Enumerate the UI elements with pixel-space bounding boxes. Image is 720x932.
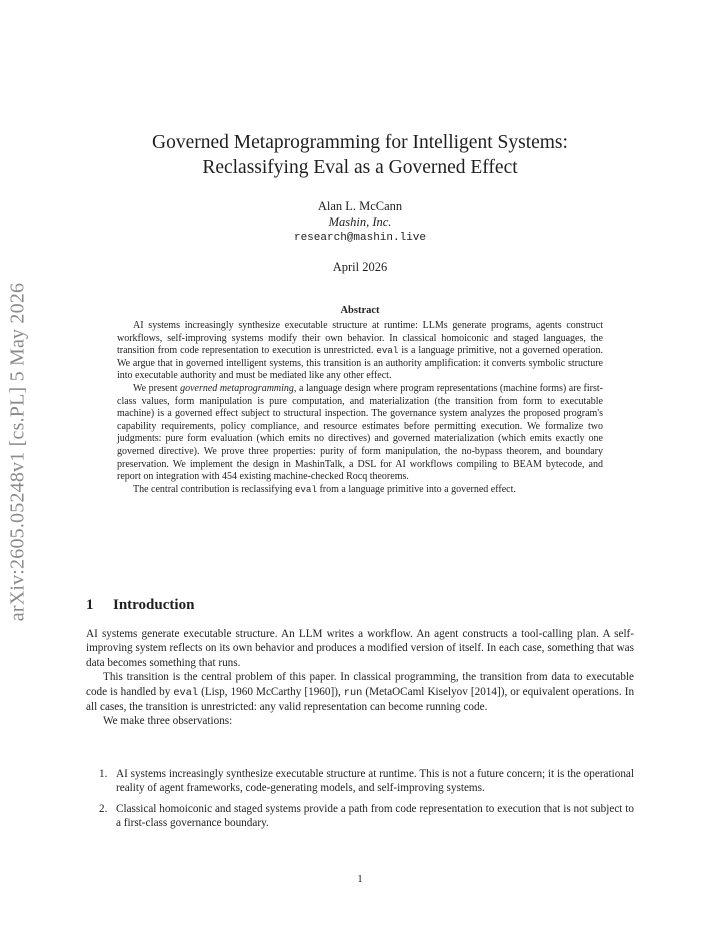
abstract-p3-text-a: The central contribution is reclassifying xyxy=(133,483,293,495)
intro-p2-text-a: This transition is the central problem of this paper. In classical programming, the transition from data to executable code is handled by xyxy=(86,671,634,698)
list-item-text: Classical homoiconic and staged systems provide a path from code representation to execution that is not subject to a first-class governance boundary. xyxy=(116,802,634,830)
abstract-p3-text-b: from a language primitive into a governed effect. xyxy=(319,483,516,495)
abstract-p1-text-b: is a language primitive, not a governed operation. We argue that in governed intelligent systems, this transition is an authority amplification: it converts symbolic structure into executable authority and must be mediated like any other effect. xyxy=(117,345,604,382)
introduction-body xyxy=(86,627,634,729)
abstract-p2-text-a: We present xyxy=(133,382,178,394)
author-name: Alan L. McCann xyxy=(317,199,403,213)
intro-p2-code-eval: eval xyxy=(173,686,199,699)
abstract-heading: Abstract xyxy=(340,305,380,316)
list-item-number: 2. xyxy=(99,802,108,815)
author-email: research@mashin.live xyxy=(293,232,427,244)
section-title: Introduction xyxy=(113,597,195,613)
abstract-body xyxy=(117,320,603,496)
section-heading-introduction xyxy=(86,597,194,614)
intro-p2-text-c: (MetaOCaml Kiselyov [2014]), or equivalent operations. In all cases, the transition is unrestricted: any valid representation can become running code. xyxy=(86,685,635,714)
intro-paragraph-1: AI systems generate executable structure. An LLM writes a workflow. An agent constructs a tool-calling plan. A self-improving system reflects on its own behavior and produces a modified version of itself. In each case, something that was data becomes something that runs. xyxy=(86,628,634,669)
abstract-paragraph-1 xyxy=(117,320,603,383)
abstract-paragraph-3 xyxy=(117,484,603,497)
section-number: 1 xyxy=(86,597,94,613)
list-item-text: AI systems increasingly synthesize executable structure at runtime. This is not a future concern; it is the operational reality of agent frameworks, code-generating models, and self-improving systems. xyxy=(116,768,634,795)
list-item xyxy=(86,802,634,831)
author-block xyxy=(0,198,720,246)
observations-list xyxy=(86,767,634,837)
intro-paragraph-3: We make three observations: xyxy=(103,715,233,728)
intro-paragraph-2 xyxy=(86,670,634,714)
abstract-p2-text-b: , a language design where program representations (machine forms) are first-class values, form manipulation is pure computation, and materialization (the transition from form to executable machine) is a governed effect subject to structural inspection. The governance system analyzes the proposed program's capability requirements, policy compliance, and resource estimates before permitting execution. We formalize two judgments: pure form evaluation (which emits no directives) and governed materialization (which emits exactly one governed directive). We prove three properties: purity of form manipulation, the no-bypass theorem, and boundary preservation. We implement the design in MashinTalk, a DSL for AI workflows compiling to BEAM bytecode, and report on integration with 454 existing machine-checked Rocq theorems. xyxy=(117,382,603,483)
paper-title xyxy=(0,130,720,180)
abstract-p1-code: eval xyxy=(376,345,399,357)
title-line-1: Governed Metaprogramming for Intelligent Systems: xyxy=(152,132,568,153)
abstract-p3-code: eval xyxy=(294,483,317,495)
paper-date: April 2026 xyxy=(332,260,388,274)
arxiv-identifier-text: arXiv:2605.05248v1 [cs.PL] 5 May 2026 xyxy=(6,282,29,622)
page-number: 1 xyxy=(357,873,363,885)
list-item xyxy=(86,767,634,796)
abstract-p1-text-a: AI systems increasingly synthesize executable structure at runtime: LLMs generate programs, agents construct workflows, self-improving systems modify their own behavior. In classical homoiconic and staged languages, the transition from code representation to execution is unrestricted. xyxy=(117,320,603,357)
title-line-2: Reclassifying Eval as a Governed Effect xyxy=(202,157,518,178)
intro-p2-code-run: run xyxy=(343,686,363,699)
list-item-number: 1. xyxy=(99,768,108,780)
intro-p2-text-b: (Lisp, 1960 McCarthy [1960]), xyxy=(201,685,341,698)
abstract-p2-emphasis: governed metaprogramming xyxy=(180,382,294,394)
abstract-paragraph-2 xyxy=(117,383,603,484)
author-affiliation: Mashin, Inc. xyxy=(328,215,392,229)
